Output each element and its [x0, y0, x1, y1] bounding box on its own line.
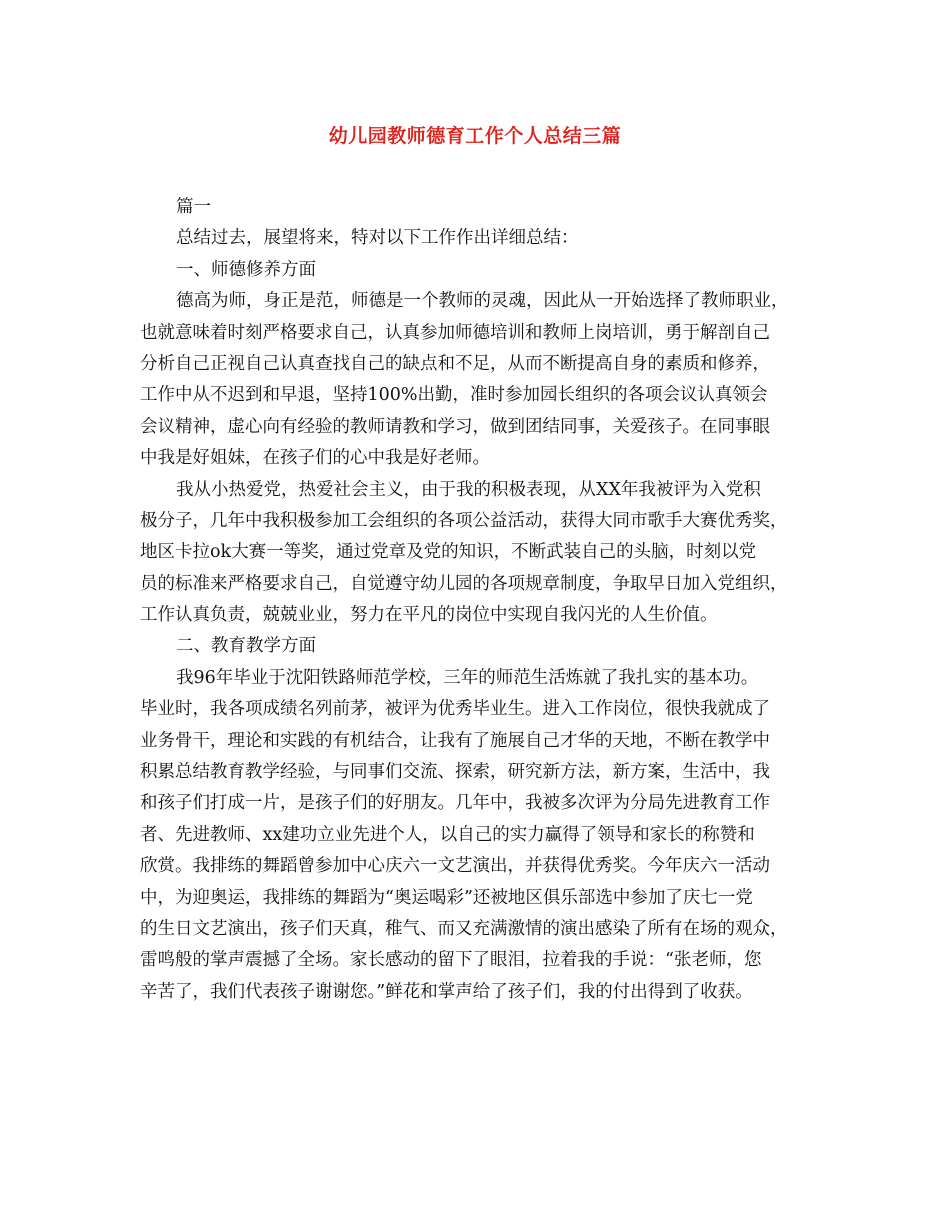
body-line: 欣赏。我排练的舞蹈曾参加中心庆六一文艺演出，并获得优秀奖。今年庆六一活动 — [140, 856, 770, 877]
body-line: 者、先进教师、xx建功立业先进个人，以自己的实力赢得了领导和家长的称赞和 — [140, 824, 755, 845]
body-line: 工作中从不迟到和早退，坚持100%出勤，准时参加园长组织的各项会议认真领会 — [140, 385, 768, 406]
body-line: 二、教育教学方面 — [176, 636, 316, 657]
body-line: 会议精神，虚心向有经验的教师请教和学习，做到团结同事，关爱孩子。在同事眼 — [140, 416, 770, 437]
body-line: 一、师德修养方面 — [176, 259, 316, 280]
body-line: 积累总结教育教学经验，与同事们交流、探索，研究新方法，新方案，生活中，我 — [140, 762, 770, 783]
body-line: 我96年毕业于沈阳铁路师范学校，三年的师范生活炼就了我扎实的基本功。 — [176, 667, 759, 688]
body-line: 和孩子们打成一片，是孩子们的好朋友。几年中，我被多次评为分局先进教育工作 — [140, 793, 770, 814]
document-title: 幼儿园教师德育工作个人总结三篇 — [328, 125, 622, 147]
body-line: 雷鸣般的掌声震撼了全场。家长感动的留下了眼泪，拉着我的手说：“张老师，您 — [140, 950, 762, 971]
body-line: 也就意味着时刻严格要求自己，认真参加师德培训和教师上岗培训，勇于解剖自己 — [140, 322, 770, 343]
body-line: 德高为师，身正是范，师德是一个教师的灵魂，因此从一开始选择了教师职业， — [176, 291, 789, 312]
body-line: 分析自己正视自己认真查找自己的缺点和不足，从而不断提高自身的素质和修养， — [140, 353, 770, 374]
body-line: 中，为迎奥运，我排练的舞蹈为“奥运喝彩”还被地区俱乐部选中参加了庆七一党 — [140, 887, 753, 908]
body-line: 极分子，几年中我积极参加工会组织的各项公益活动，获得大同市歌手大赛优秀奖， — [140, 510, 788, 531]
body-line: 的生日文艺演出，孩子们天真，稚气、而又充满激情的演出感染了所有在场的观众， — [140, 918, 788, 939]
body-line: 篇一 — [176, 197, 211, 217]
body-line: 中我是好姐妹，在孩子们的心中我是好老师。 — [140, 448, 490, 469]
body-line: 辛苦了，我们代表孩子谢谢您。”鲜花和掌声给了孩子们，我的付出得到了收获。 — [140, 981, 753, 1002]
body-line: 总结过去，展望将来，特对以下工作作出详细总结： — [176, 228, 579, 249]
body-line: 地区卡拉ok大赛一等奖，通过党章及党的知识，不断武装自己的头脑，时刻以党 — [140, 542, 757, 563]
document-body — [140, 192, 820, 1008]
body-line: 我从小热爱党，热爱社会主义，由于我的积极表现，从XX年我被评为入党积 — [176, 479, 761, 500]
body-line: 工作认真负责，兢兢业业，努力在平凡的岗位中实现自我闪光的人生价值。 — [140, 605, 718, 626]
body-line: 毕业时，我各项成绩名列前茅，被评为优秀毕业生。进入工作岗位，很快我就成了 — [140, 699, 770, 720]
body-line: 员的标准来严格要求自己，自觉遵守幼儿园的各项规章制度，争取早日加入党组织， — [140, 573, 788, 594]
body-line: 业务骨干，理论和实践的有机结合，让我有了施展自己才华的天地，不断在教学中 — [140, 730, 770, 751]
